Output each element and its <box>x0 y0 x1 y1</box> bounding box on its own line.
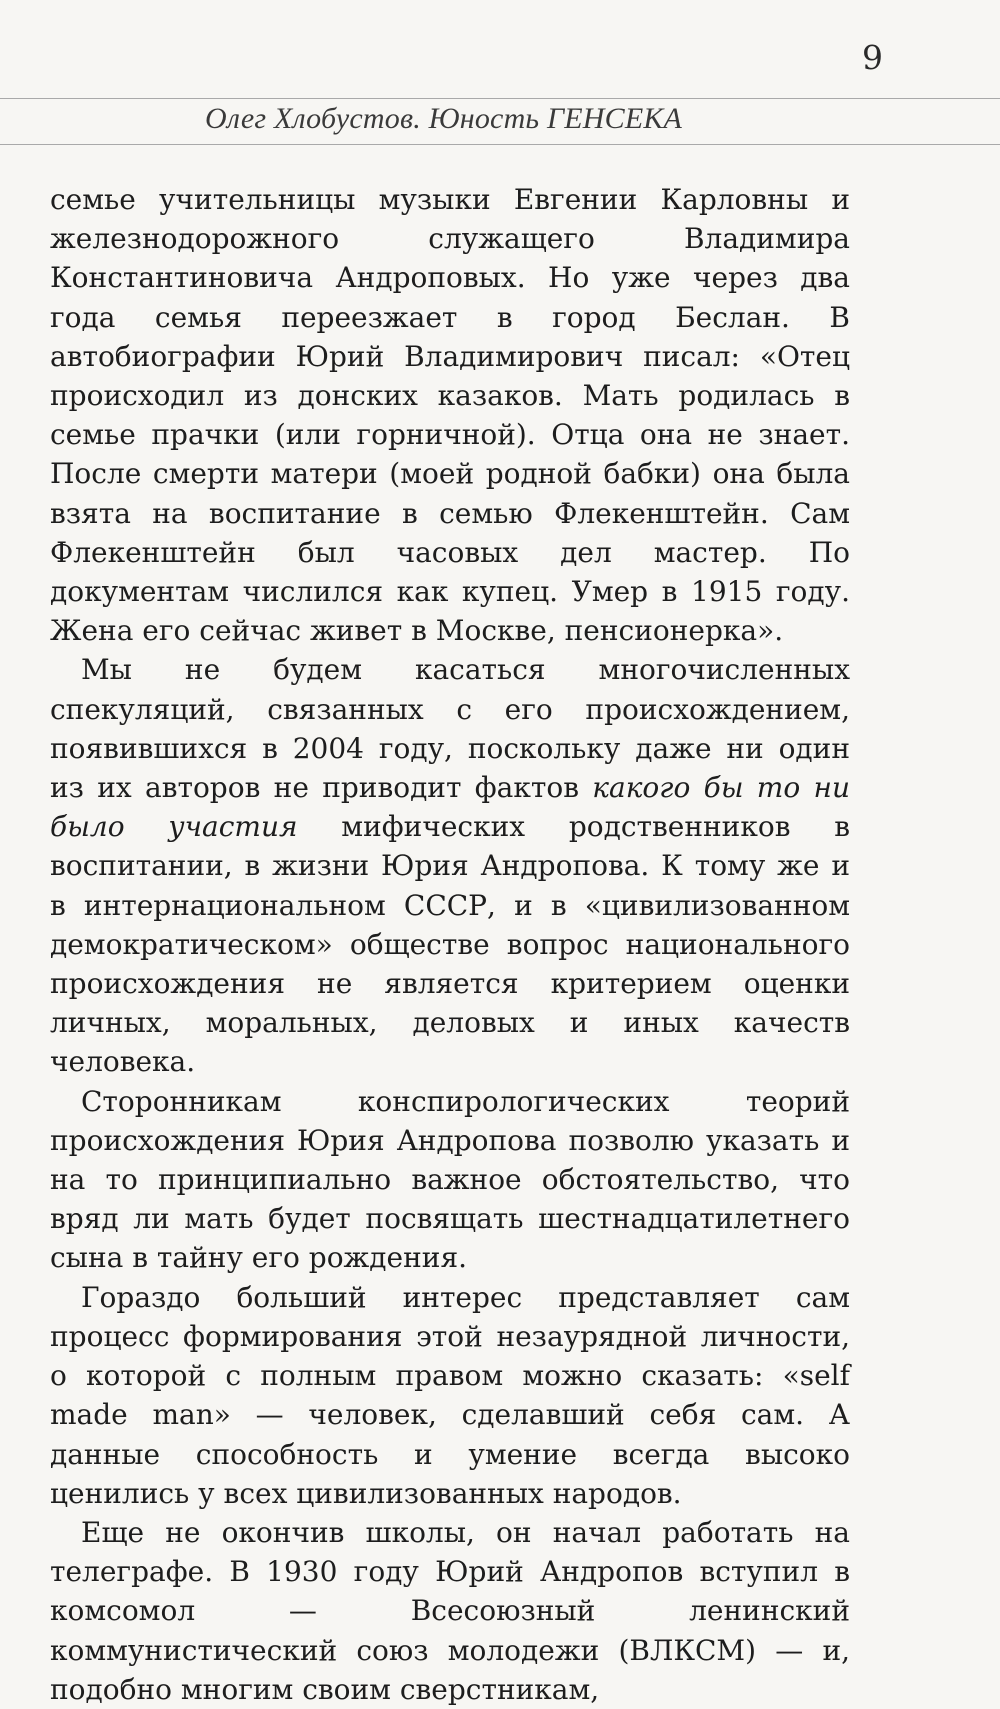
paragraph-2-emphasis: какого бы то ни было участия <box>50 771 850 844</box>
paragraph-3: Сторонникам конспирологических теорий происхождения Юрия Андропова позволю указать и на то принципиально важное обстоятельство, что вряд ли мать будет посвящать шестнадцатилетнего сына в тайну его рождения. <box>50 1084 850 1275</box>
paragraph-2-text-after: мифических родственников в воспитании, в жизни Юрия Андропова. К тому же и в интернациональном СССР, и в «цивилизованном демократическом» обществе вопрос национального происхождения не является критерием оценки личных, моральных, деловых и иных качеств человека. <box>50 810 851 1079</box>
header-rule-bottom <box>0 144 1000 145</box>
paragraph-5: Еще не окончив школы, он начал работать на телеграфе. В 1930 году Юрий Андропов вступил в комсомол — Всесоюзный ленинский коммунистический союз молодежи (ВЛКСМ) — и, подобно многим своим сверстникам, <box>50 1515 850 1706</box>
page-number: 9 <box>862 38 883 77</box>
paragraph-2-text-before: Мы не будем касаться многочисленных спекуляций, связанных с его происхождением, появившихся в 2004 году, поскольку даже ни один из их авторов не приводит фактов <box>50 653 850 805</box>
body-text <box>50 180 850 1709</box>
paragraph-1: семье учительницы музыки Евгении Карловны и железнодорожного служащего Владимира Константиновича Андроповых. Но уже через два года семья переезжает в город Беслан. В автобиографии Юрий Владимирович писал: «Отец происходил из донских казаков. Мать родилась в семье прачки (или горничной). Отца она не знает. После смерти матери (моей родной бабки) она была взята на воспитание в семью Флекенштейн. Сам Флекенштейн был часовых дел мастер. По документам числился как купец. Умер в 1915 году. Жена его сейчас живет в Москве, пенсионерка». <box>50 183 850 648</box>
paragraph-2 <box>50 650 850 1081</box>
running-head: Олег Хлобустов. Юность ГЕНСЕКА <box>205 102 683 135</box>
paragraph-4: Гораздо больший интерес представляет сам процесс формирования этой незаурядной личности, о которой с полным правом можно сказать: «self made man» — человек, сделавший себя сам. А данные способность и умение всегда высоко ценились у всех цивилизованных народов. <box>50 1280 850 1510</box>
header-rule-top <box>0 98 1000 99</box>
